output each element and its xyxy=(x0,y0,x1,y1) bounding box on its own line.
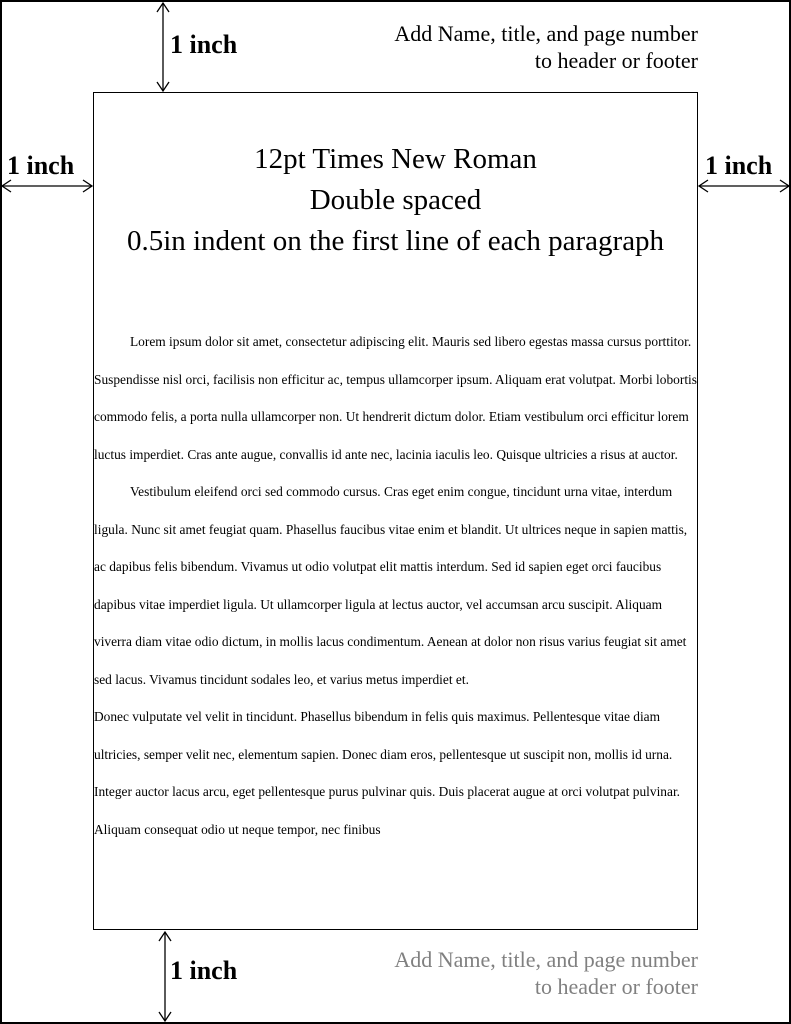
paragraph-2: Vestibulum eleifend orci sed commodo cursus. Cras eget enim congue, tincidunt urna vitae, interdum ligula. Nunc sit amet feugiat quam. Phasellus faucibus vitae enim et blandit. Ut ultrices neque in sapien mattis, ac dapibus felis bibendum. Vivamus ut odio volutpat elit mattis interdum. Sed id sapien eget orci faucibus dapibus vitae imperdiet ligula. Ut ullamcorper ligula at lectus auctor, vel accumsan arcu suscipit. Aliquam viverra diam vitae odio dictum, in mollis lacus condimentum. Aenean at dolor non risus varius feugiat sit amet sed lacus. Vivamus tincidunt sodales leo, et varius metus imperdiet et. xyxy=(94,484,688,687)
footer-note-line2: to header or footer xyxy=(534,974,698,999)
paragraph-1: Lorem ipsum dolor sit amet, consectetur adipiscing elit. Mauris sed libero egestas massa cursus porttitor. Suspendisse nisl orci, facilisis non efficitur ac, tempus ullamcorper ipsum. Aliquam erat volutpat. Morbi lobortis commodo felis, a porta nulla ullamcorper non. Ut hendrerit dictum dolor. Etiam vestibulum orci efficitur lorem luctus imperdiet. Cras ante augue, convallis id ante nec, lacinia iaculis leo. Quisque ultricies a risus at auctor. xyxy=(94,334,697,462)
paragraph-3: Donec vulputate vel velit in tincidunt. Phasellus bibendum in felis quis maximus. Pellentesque vitae diam ultricies, semper velit nec, elementum sapien. Donec diam eros, pellentesque ut suscipit non, mollis id urna. Integer auctor lacus arcu, eget pellentesque purus pulvinar quis. Duis placerat augue at orci volutpat pulvinar. Aliquam consequat odio ut neque tempor, nec finibus xyxy=(94,709,681,837)
indent-spec: 0.5in indent on the first line of each paragraph xyxy=(126,225,665,257)
bottom-margin-label: 1 inch xyxy=(170,956,238,985)
footer-note xyxy=(394,946,698,1000)
header-note xyxy=(394,20,698,74)
text-area-box xyxy=(93,92,698,930)
footer-note-line1: Add Name, title, and page number xyxy=(394,947,698,972)
top-margin-label: 1 inch xyxy=(170,30,238,59)
font-spec: 12pt Times New Roman xyxy=(254,143,537,175)
left-margin-label: 1 inch xyxy=(7,151,75,180)
header-note-line2: to header or footer xyxy=(534,48,698,73)
format-specs xyxy=(94,139,697,262)
right-margin-label: 1 inch xyxy=(705,151,773,180)
spacing-spec: Double spaced xyxy=(309,184,482,216)
body-text xyxy=(94,323,698,848)
header-note-line1: Add Name, title, and page number xyxy=(394,21,698,46)
